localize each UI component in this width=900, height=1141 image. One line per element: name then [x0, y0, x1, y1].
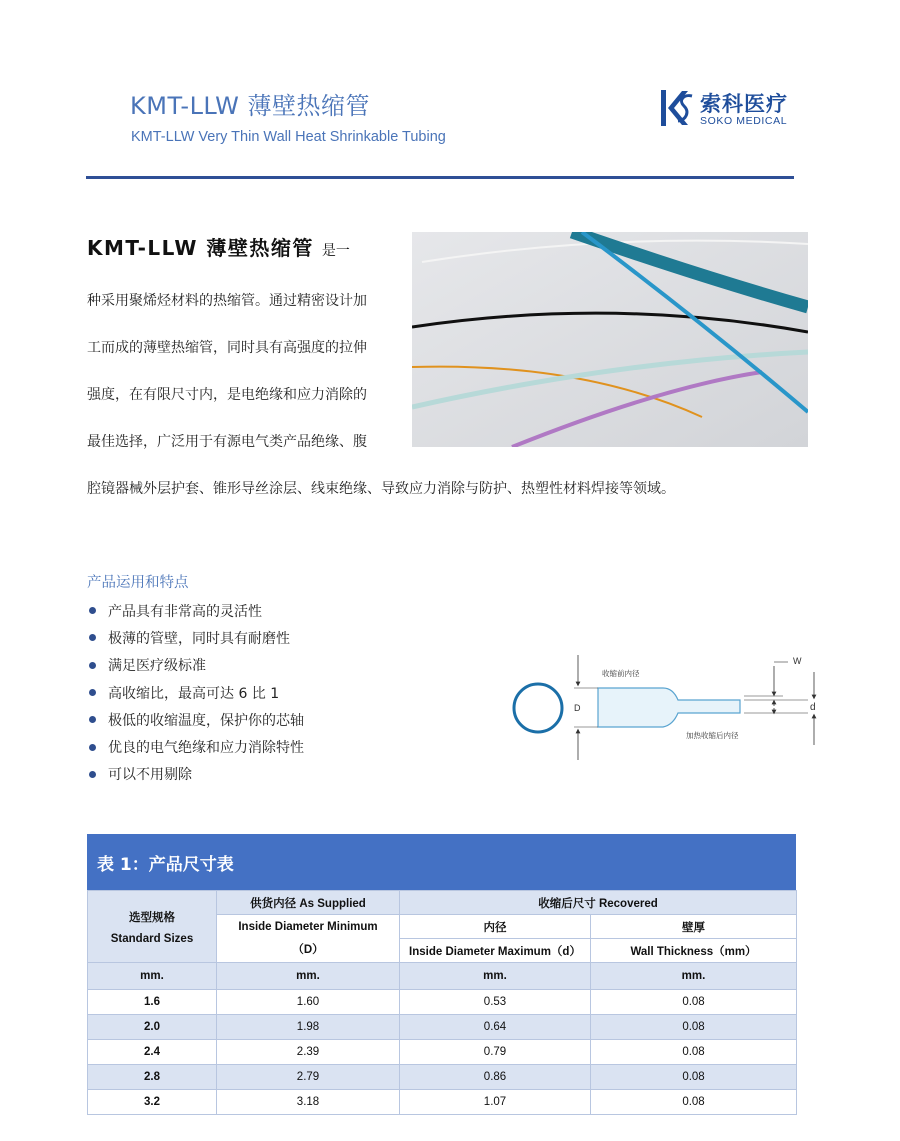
table-title: 表 1：产品尺寸表 [87, 834, 796, 890]
page-subtitle: KMT-LLW Very Thin Wall Heat Shrinkable Tubing [131, 129, 446, 145]
intro-title: KMT-LLW 薄壁热缩管 [87, 236, 314, 260]
table-header-recovered: 收缩后尺寸 Recovered [400, 891, 797, 915]
bullet-icon [89, 634, 96, 641]
tubing-photo [412, 232, 808, 447]
list-item: 满足医疗级标准 [87, 652, 304, 679]
bullet-icon [89, 607, 96, 614]
shrink-diagram [508, 650, 828, 760]
label-before: 收缩前内径 [602, 669, 640, 678]
features-list [87, 597, 304, 788]
bullet-icon [89, 744, 96, 751]
table-header-id-en: Inside Diameter Maximum（d） [400, 939, 591, 963]
table-row: 3.2 3.18 1.07 0.08 [88, 1090, 797, 1115]
bullet-icon [89, 716, 96, 723]
soko-logo-icon [660, 88, 694, 128]
table-row: 1.6 1.60 0.53 0.08 [88, 990, 797, 1015]
company-logo [660, 88, 800, 130]
table-header-wall-en: Wall Thickness（mm） [591, 939, 797, 963]
label-D: D [574, 703, 581, 713]
logo-text-en: SOKO MEDICAL [700, 115, 788, 127]
table-row: 2.8 2.79 0.86 0.08 [88, 1065, 797, 1090]
list-item: 可以不用剔除 [87, 761, 304, 788]
bullet-icon [89, 662, 96, 669]
list-item: 极低的收缩温度，保护你的芯轴 [87, 706, 304, 733]
table-header-id-zh: 内径 [400, 915, 591, 939]
bullet-icon [89, 689, 96, 696]
intro-title-tail: 是一 [321, 243, 350, 259]
list-item: 优良的电气绝缘和应力消除特性 [87, 733, 304, 760]
table-row: 2.0 1.98 0.64 0.08 [88, 1015, 797, 1040]
logo-text-cn: 索科医疗 [700, 91, 788, 116]
label-after: 加热收缩后内径 [686, 731, 739, 740]
intro-line-1: 种采用聚烯烃材料的热缩管。通过精密设计加 [87, 293, 367, 309]
intro-line-2: 工而成的薄壁热缩管，同时具有高强度的拉伸 [87, 340, 367, 356]
list-item: 高收缩比，最高可达 6 比 1 [87, 679, 304, 706]
page-title: KMT-LLW 薄壁热缩管 [130, 92, 370, 120]
table-header-supplied: 供货内径 As Supplied [217, 891, 400, 915]
table-header-size: 选型规格 Standard Sizes [88, 891, 217, 963]
label-d: d [810, 702, 816, 713]
table-header-wall-zh: 壁厚 [591, 915, 797, 939]
intro-line-5: 腔镜器械外层护套、锥形导丝涂层、线束绝缘、导致应力消除与防护、热塑性材料焊接等领域。 [87, 481, 675, 497]
header-divider [86, 176, 794, 179]
intro-line-4: 最佳选择，广泛用于有源电气类产品绝缘、腹 [87, 434, 367, 450]
intro-headline [87, 232, 407, 261]
tube-cross-section [514, 684, 562, 732]
table-units-row: mm. mm. mm. mm. [88, 963, 797, 990]
tube-side-profile [598, 688, 740, 727]
bullet-icon [89, 771, 96, 778]
features-title: 产品运用和特点 [87, 575, 189, 591]
table-header-supplied-sub: Inside Diameter Minimum （D） [217, 915, 400, 963]
list-item: 产品具有非常高的灵活性 [87, 597, 304, 624]
list-item: 极薄的管壁，同时具有耐磨性 [87, 624, 304, 651]
size-table [87, 834, 796, 1115]
table-row: 2.4 2.39 0.79 0.08 [88, 1040, 797, 1065]
intro-line-3: 强度，在有限尺寸内，是电绝缘和应力消除的 [87, 387, 367, 403]
label-W: W [793, 656, 802, 666]
